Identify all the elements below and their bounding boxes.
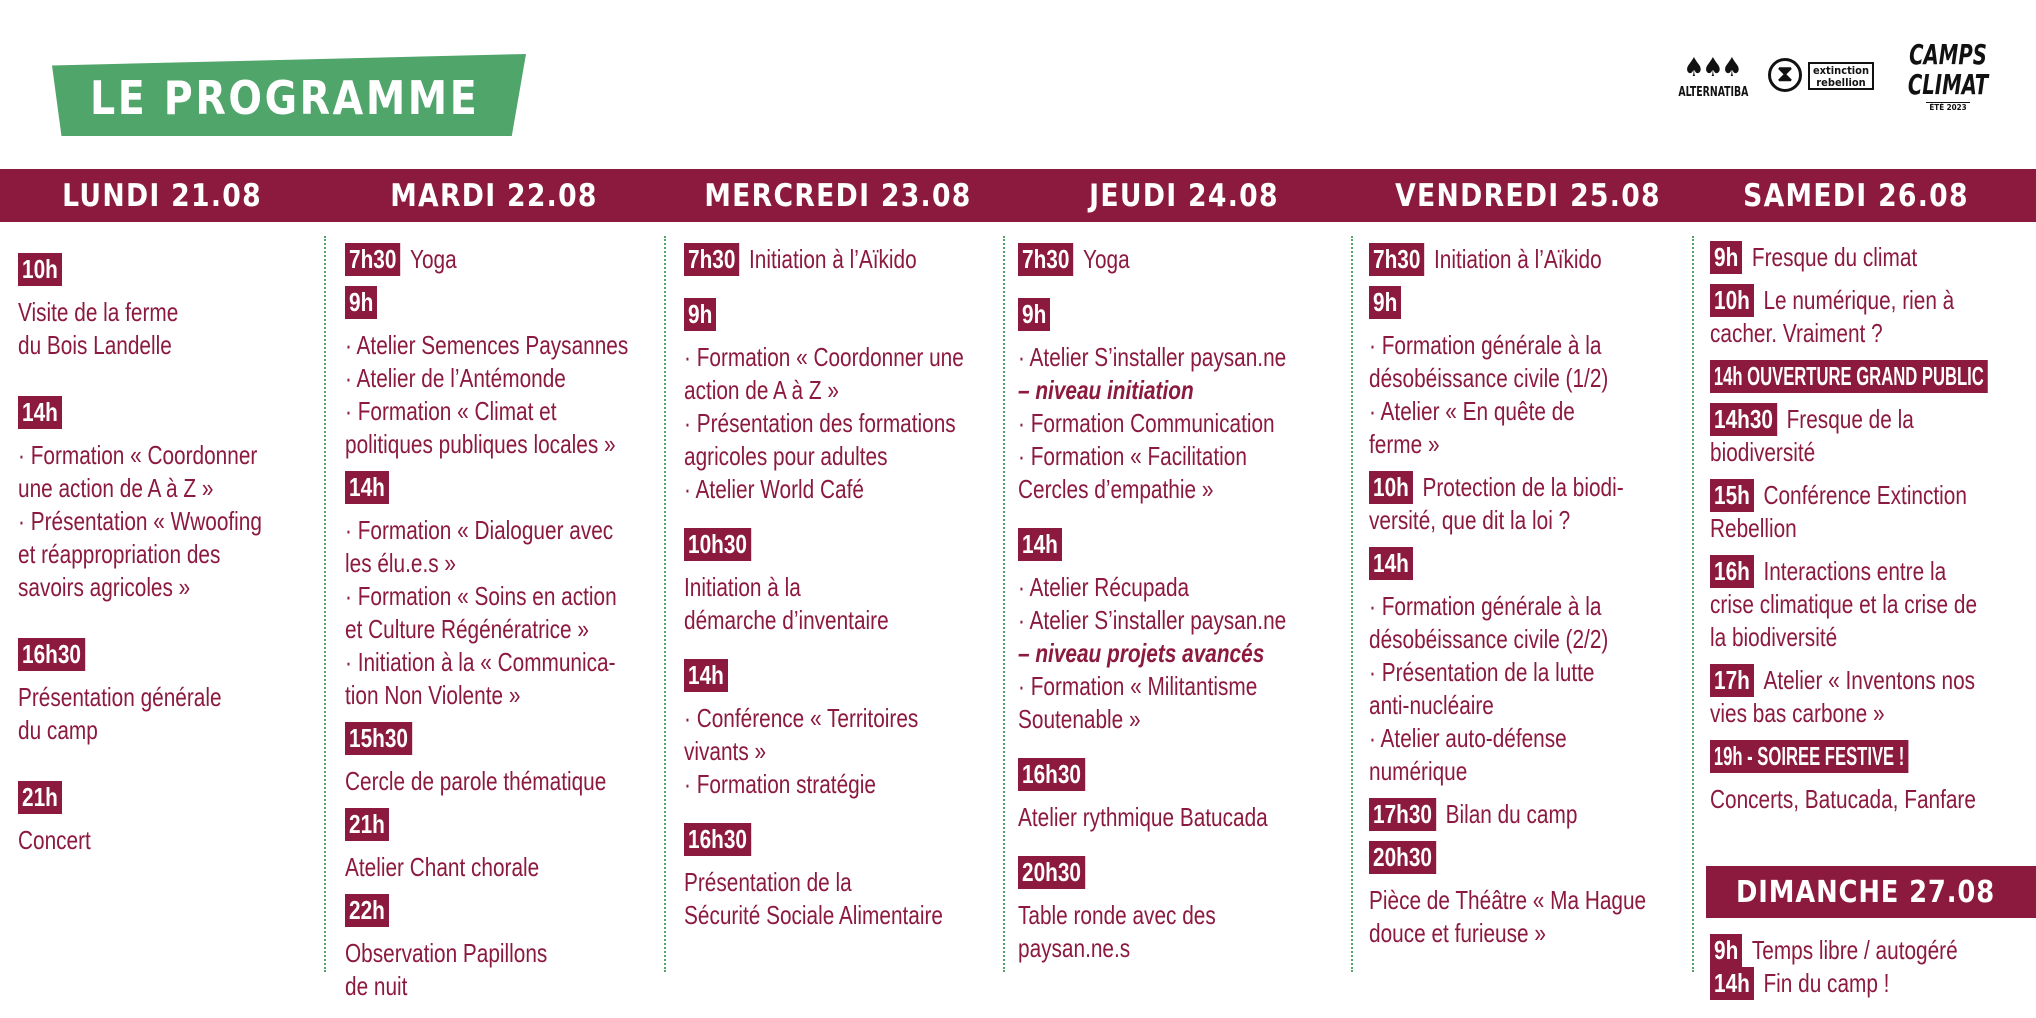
alternatiba-logo (1670, 50, 1754, 100)
time-badge: 16h (1710, 555, 1754, 588)
event-line: du Bois Landelle (18, 330, 172, 360)
event-level: – niveau initiation (1018, 375, 1194, 405)
event-line: · Atelier auto-défense (1369, 723, 1567, 753)
event-time-row (345, 286, 628, 319)
spacer (1369, 461, 1715, 471)
day-column-lundi (18, 253, 323, 857)
event-line: · Formation générale à la (1369, 330, 1602, 360)
event-time-row (345, 808, 628, 841)
time-badge: 10h (1369, 471, 1413, 504)
event-title: Fin du camp ! (1763, 968, 1890, 998)
event-line: savoirs agricoles » (18, 572, 191, 602)
event-line: agricoles pour adultes (684, 441, 888, 471)
spacer (1369, 537, 1715, 547)
event-line: · Formation « Militantisme (1018, 671, 1258, 701)
event-title: Fresque de la (1786, 404, 1914, 434)
event-line: vivants » (684, 736, 767, 766)
alternatiba-label: ALTERNATIBA (1678, 85, 1749, 100)
time-badge: 10h (18, 253, 62, 286)
event-time-row (684, 243, 964, 276)
event-level: – niveau projets avancés (1018, 638, 1265, 668)
time-badge: 21h (345, 808, 389, 841)
event-line: · Formation stratégie (684, 769, 876, 799)
spacer (684, 856, 1034, 866)
event-time-row (1369, 841, 1646, 874)
spacer (18, 747, 323, 781)
event-time-row (345, 722, 628, 755)
spacer (684, 331, 1034, 341)
event-line: politiques publiques locales » (345, 429, 616, 459)
time-badge: 22h (345, 894, 389, 927)
event-line: · Présentation de la lutte (1369, 657, 1595, 687)
spacer (345, 712, 699, 722)
time-badge: 20h30 (1018, 856, 1085, 889)
time-badge: 16h30 (684, 823, 751, 856)
event-line: du camp (18, 715, 98, 745)
event-line: Cercles d’empathie » (1018, 474, 1214, 504)
spacer (1369, 276, 1715, 286)
time-badge: 17h (1710, 664, 1754, 697)
spacer (1018, 834, 1353, 856)
spacer (345, 841, 699, 851)
day-header-samedi: SAMEDI 26.08 (1743, 178, 1969, 214)
event-time-row (18, 396, 262, 429)
event-line: Cercle de parole thématique (345, 766, 607, 796)
time-badge: 16h30 (1018, 758, 1085, 791)
event-line: · Atelier World Café (684, 474, 864, 504)
event-line: · Formation « Facilitation (1018, 441, 1247, 471)
time-badge: 14h30 (1710, 403, 1777, 436)
event-line: Concerts, Batucada, Fanfare (1710, 784, 1976, 814)
event-line: Pièce de Théâtre « Ma Hague (1369, 885, 1647, 915)
event-line: · Formation « Dialoguer avec (345, 515, 614, 545)
page-title: LE PROGRAMME (90, 71, 480, 125)
event-line: action de A à Z » (684, 375, 839, 405)
time-badge: 21h (18, 781, 62, 814)
event-line: versité, que dit la loi ? (1369, 505, 1571, 535)
event-time-row (18, 781, 262, 814)
time-badge: 7h30 (684, 243, 739, 276)
event-line: démarche d’inventaire (684, 605, 889, 635)
event-time-row (684, 823, 964, 856)
time-badge: 17h30 (1369, 798, 1436, 831)
event-title: Fresque du climat (1751, 242, 1918, 272)
event-time-row (1710, 403, 2036, 436)
event-line: · Formation « Soins en action (345, 581, 617, 611)
time-badge: 14h (18, 396, 62, 429)
spacer (1018, 276, 1353, 298)
event-line: · Formation générale à la (1369, 591, 1602, 621)
event-time-row (684, 528, 964, 561)
extinction-rebellion-logo (1768, 54, 1876, 98)
spacer (1369, 874, 1715, 884)
time-badge: 16h30 (18, 638, 85, 671)
day-header-lundi: LUNDI 21.08 (62, 178, 262, 214)
event-line: Visite de la ferme (18, 297, 179, 327)
event-line: vies bas carbone » (1710, 698, 1885, 728)
time-badge: 15h (1710, 479, 1754, 512)
event-line: Présentation de la (684, 867, 852, 897)
event-time-row (1710, 664, 2036, 697)
time-badge: 14h (1710, 967, 1754, 1000)
event-line: les élu.e.s » (345, 548, 456, 578)
event-time-row (345, 243, 628, 276)
event-line: · Atelier « En quête de (1369, 396, 1575, 426)
event-line: Rebellion (1710, 513, 1797, 543)
time-badge: 14h (345, 471, 389, 504)
spacer (1710, 654, 2036, 664)
day-header-vendredi: VENDREDI 25.08 (1395, 178, 1661, 214)
event-line: crise climatique et la crise de (1710, 589, 1978, 619)
spacer (18, 362, 323, 396)
event-line: · Formation Communication (1018, 408, 1275, 438)
event-line: désobéissance civile (2/2) (1369, 624, 1609, 654)
event-line: Concert (18, 825, 91, 855)
event-title: Atelier « Inventons nos (1763, 665, 1976, 695)
spacer (1710, 274, 2036, 284)
event-title: Initiation à l’Aïkido (1434, 244, 1602, 274)
event-title: Bilan du camp (1445, 799, 1578, 829)
event-title: Yoga (410, 244, 457, 274)
event-line: une action de A à Z » (18, 473, 214, 503)
event-time-row (1018, 243, 1286, 276)
time-badge: 14h (1018, 528, 1062, 561)
day-header-mardi: MARDI 22.08 (390, 178, 598, 214)
event-line: douce et furieuse » (1369, 918, 1546, 948)
event-line: · Atelier Semences Paysannes (345, 330, 629, 360)
spacer (1369, 788, 1715, 798)
event-time-row (1710, 284, 2036, 317)
event-line: · Atelier S’installer paysan.ne (1018, 605, 1287, 635)
spacer (1369, 831, 1715, 841)
spacer (1018, 736, 1353, 758)
time-badge: 10h (1710, 284, 1754, 317)
event-line: · Présentation « Wwoofing (18, 506, 262, 536)
spacer (345, 927, 699, 937)
spacer (1018, 506, 1353, 528)
spacer (1018, 331, 1353, 341)
time-badge: 15h30 (345, 722, 412, 755)
spacer (1710, 730, 2036, 740)
event-time-row (1369, 243, 1646, 276)
event-time-row (1710, 555, 2036, 588)
event-time-row (1018, 758, 1286, 791)
bicycle-icon: ♠♠♠ (1683, 53, 1741, 83)
event-line: biodiversité (1710, 437, 1816, 467)
event-line: désobéissance civile (1/2) (1369, 363, 1609, 393)
event-line: · Formation « Coordonner une (684, 342, 964, 372)
highlight-row (1710, 740, 2036, 773)
event-title: Temps libre / autogéré (1751, 935, 1958, 965)
event-time-row (1369, 471, 1646, 504)
spacer (345, 276, 699, 286)
spacer (684, 801, 1034, 823)
event-line: anti-nucléaire (1369, 690, 1494, 720)
time-badge: 20h30 (1369, 841, 1436, 874)
event-line: ferme » (1369, 429, 1440, 459)
event-line: paysan.ne.s (1018, 933, 1131, 963)
event-line: Soutenable » (1018, 704, 1141, 734)
spacer (345, 319, 699, 329)
event-time-row (1369, 286, 1646, 319)
event-line: Sécurité Sociale Alimentaire (684, 900, 943, 930)
event-line: Atelier Chant chorale (345, 852, 540, 882)
spacer (345, 755, 699, 765)
spacer (18, 286, 323, 296)
day-header-band (0, 169, 2036, 222)
event-title: Interactions entre la (1763, 556, 1947, 586)
day-column-jeudi (1018, 243, 1353, 965)
highlight-badge: 19h - SOIREE FESTIVE ! (1710, 740, 1908, 773)
highlight-badge: 14h OUVERTURE GRAND PUBLIC (1710, 360, 1988, 393)
day-column-mardi (345, 243, 699, 1003)
event-time-row (1710, 934, 1958, 967)
day-header-dimanche: DIMANCHE 27.08 (1736, 875, 1996, 910)
spacer (1369, 319, 1715, 329)
time-badge: 7h30 (1369, 243, 1424, 276)
event-line: Initiation à la (684, 572, 801, 602)
event-line: cacher. Vraiment ? (1710, 318, 1883, 348)
day-header-jeudi: JEUDI 24.08 (1089, 178, 1279, 214)
event-title: Le numérique, rien à (1763, 285, 1955, 315)
event-line: Présentation générale (18, 682, 222, 712)
event-time-row (1710, 241, 2036, 274)
time-badge: 9h (684, 298, 716, 331)
event-line: et réappropriation des (18, 539, 221, 569)
event-time-row (18, 253, 262, 286)
event-line: · Atelier S’installer paysan.ne (1018, 342, 1287, 372)
spacer (18, 671, 323, 681)
event-line: · Présentation des formations (684, 408, 956, 438)
event-time-row (1710, 967, 1958, 1000)
event-line: Table ronde avec des (1018, 900, 1216, 930)
spacer (345, 798, 699, 808)
spacer (684, 637, 1034, 659)
column-divider (324, 236, 326, 972)
time-badge: 9h (345, 286, 377, 319)
event-line: la biodiversité (1710, 622, 1838, 652)
time-badge: 7h30 (1018, 243, 1073, 276)
time-badge: 7h30 (345, 243, 400, 276)
time-badge: 14h (1369, 547, 1413, 580)
event-line: · Atelier Récupada (1018, 572, 1190, 602)
day-column-samedi (1710, 241, 2036, 816)
spacer (1710, 545, 2036, 555)
event-time-row (1018, 856, 1286, 889)
spacer (684, 561, 1034, 571)
hourglass-icon: ⧗ (1768, 58, 1802, 92)
event-line: Atelier rythmique Batucada (1018, 802, 1268, 832)
event-line: tion Non Violente » (345, 680, 521, 710)
time-badge: 9h (1710, 934, 1742, 967)
spacer (684, 276, 1034, 298)
spacer (684, 692, 1034, 702)
time-badge: 10h30 (684, 528, 751, 561)
time-badge: 14h (684, 659, 728, 692)
day-column-dimanche (1710, 934, 2020, 1000)
event-title: Initiation à l’Aïkido (749, 244, 917, 274)
spacer (345, 461, 699, 471)
event-time-row (1369, 547, 1646, 580)
camps-climat-logo: CAMPS CLIMAT ÉTÉ 2023 (1907, 38, 1989, 112)
event-line: numérique (1369, 756, 1468, 786)
event-line: de nuit (345, 971, 408, 1001)
event-time-row (684, 298, 964, 331)
event-line: · Conférence « Territoires (684, 703, 919, 733)
spacer (1710, 773, 2036, 783)
time-badge: 9h (1710, 241, 1742, 274)
event-line: · Formation « Coordonner (18, 440, 258, 470)
event-line: · Initiation à la « Communica- (345, 647, 616, 677)
event-line: · Formation « Climat et (345, 396, 557, 426)
spacer (1710, 350, 2036, 360)
event-time-row (1710, 479, 2036, 512)
event-time-row (18, 638, 262, 671)
day-column-vendredi (1369, 243, 1715, 950)
event-time-row (1369, 798, 1646, 831)
spacer (18, 604, 323, 638)
event-line: et Culture Régénératrice » (345, 614, 589, 644)
time-badge: 9h (1369, 286, 1401, 319)
spacer (1710, 469, 2036, 479)
spacer (1710, 393, 2036, 403)
spacer (1018, 791, 1353, 801)
spacer (345, 504, 699, 514)
spacer (18, 814, 323, 824)
spacer (345, 884, 699, 894)
time-badge: 9h (1018, 298, 1050, 331)
day-header-mercredi: MERCREDI 23.08 (704, 178, 972, 214)
highlight-row (1710, 360, 2036, 393)
event-line: · Atelier de l’Antémonde (345, 363, 566, 393)
event-title: Yoga (1083, 244, 1130, 274)
event-time-row (684, 659, 964, 692)
event-time-row (1018, 528, 1286, 561)
event-title: Conférence Extinction (1763, 480, 1967, 510)
spacer (18, 429, 323, 439)
event-line: Observation Papillons (345, 938, 548, 968)
event-time-row (1018, 298, 1286, 331)
extinction-rebellion-label: extinction rebellion (1808, 62, 1874, 90)
spacer (1018, 561, 1353, 571)
event-title: Protection de la biodi- (1422, 472, 1624, 502)
spacer (1018, 889, 1353, 899)
event-time-row (345, 471, 628, 504)
spacer (684, 506, 1034, 528)
spacer (1369, 580, 1715, 590)
event-time-row (345, 894, 628, 927)
day-column-mercredi (684, 243, 1034, 932)
